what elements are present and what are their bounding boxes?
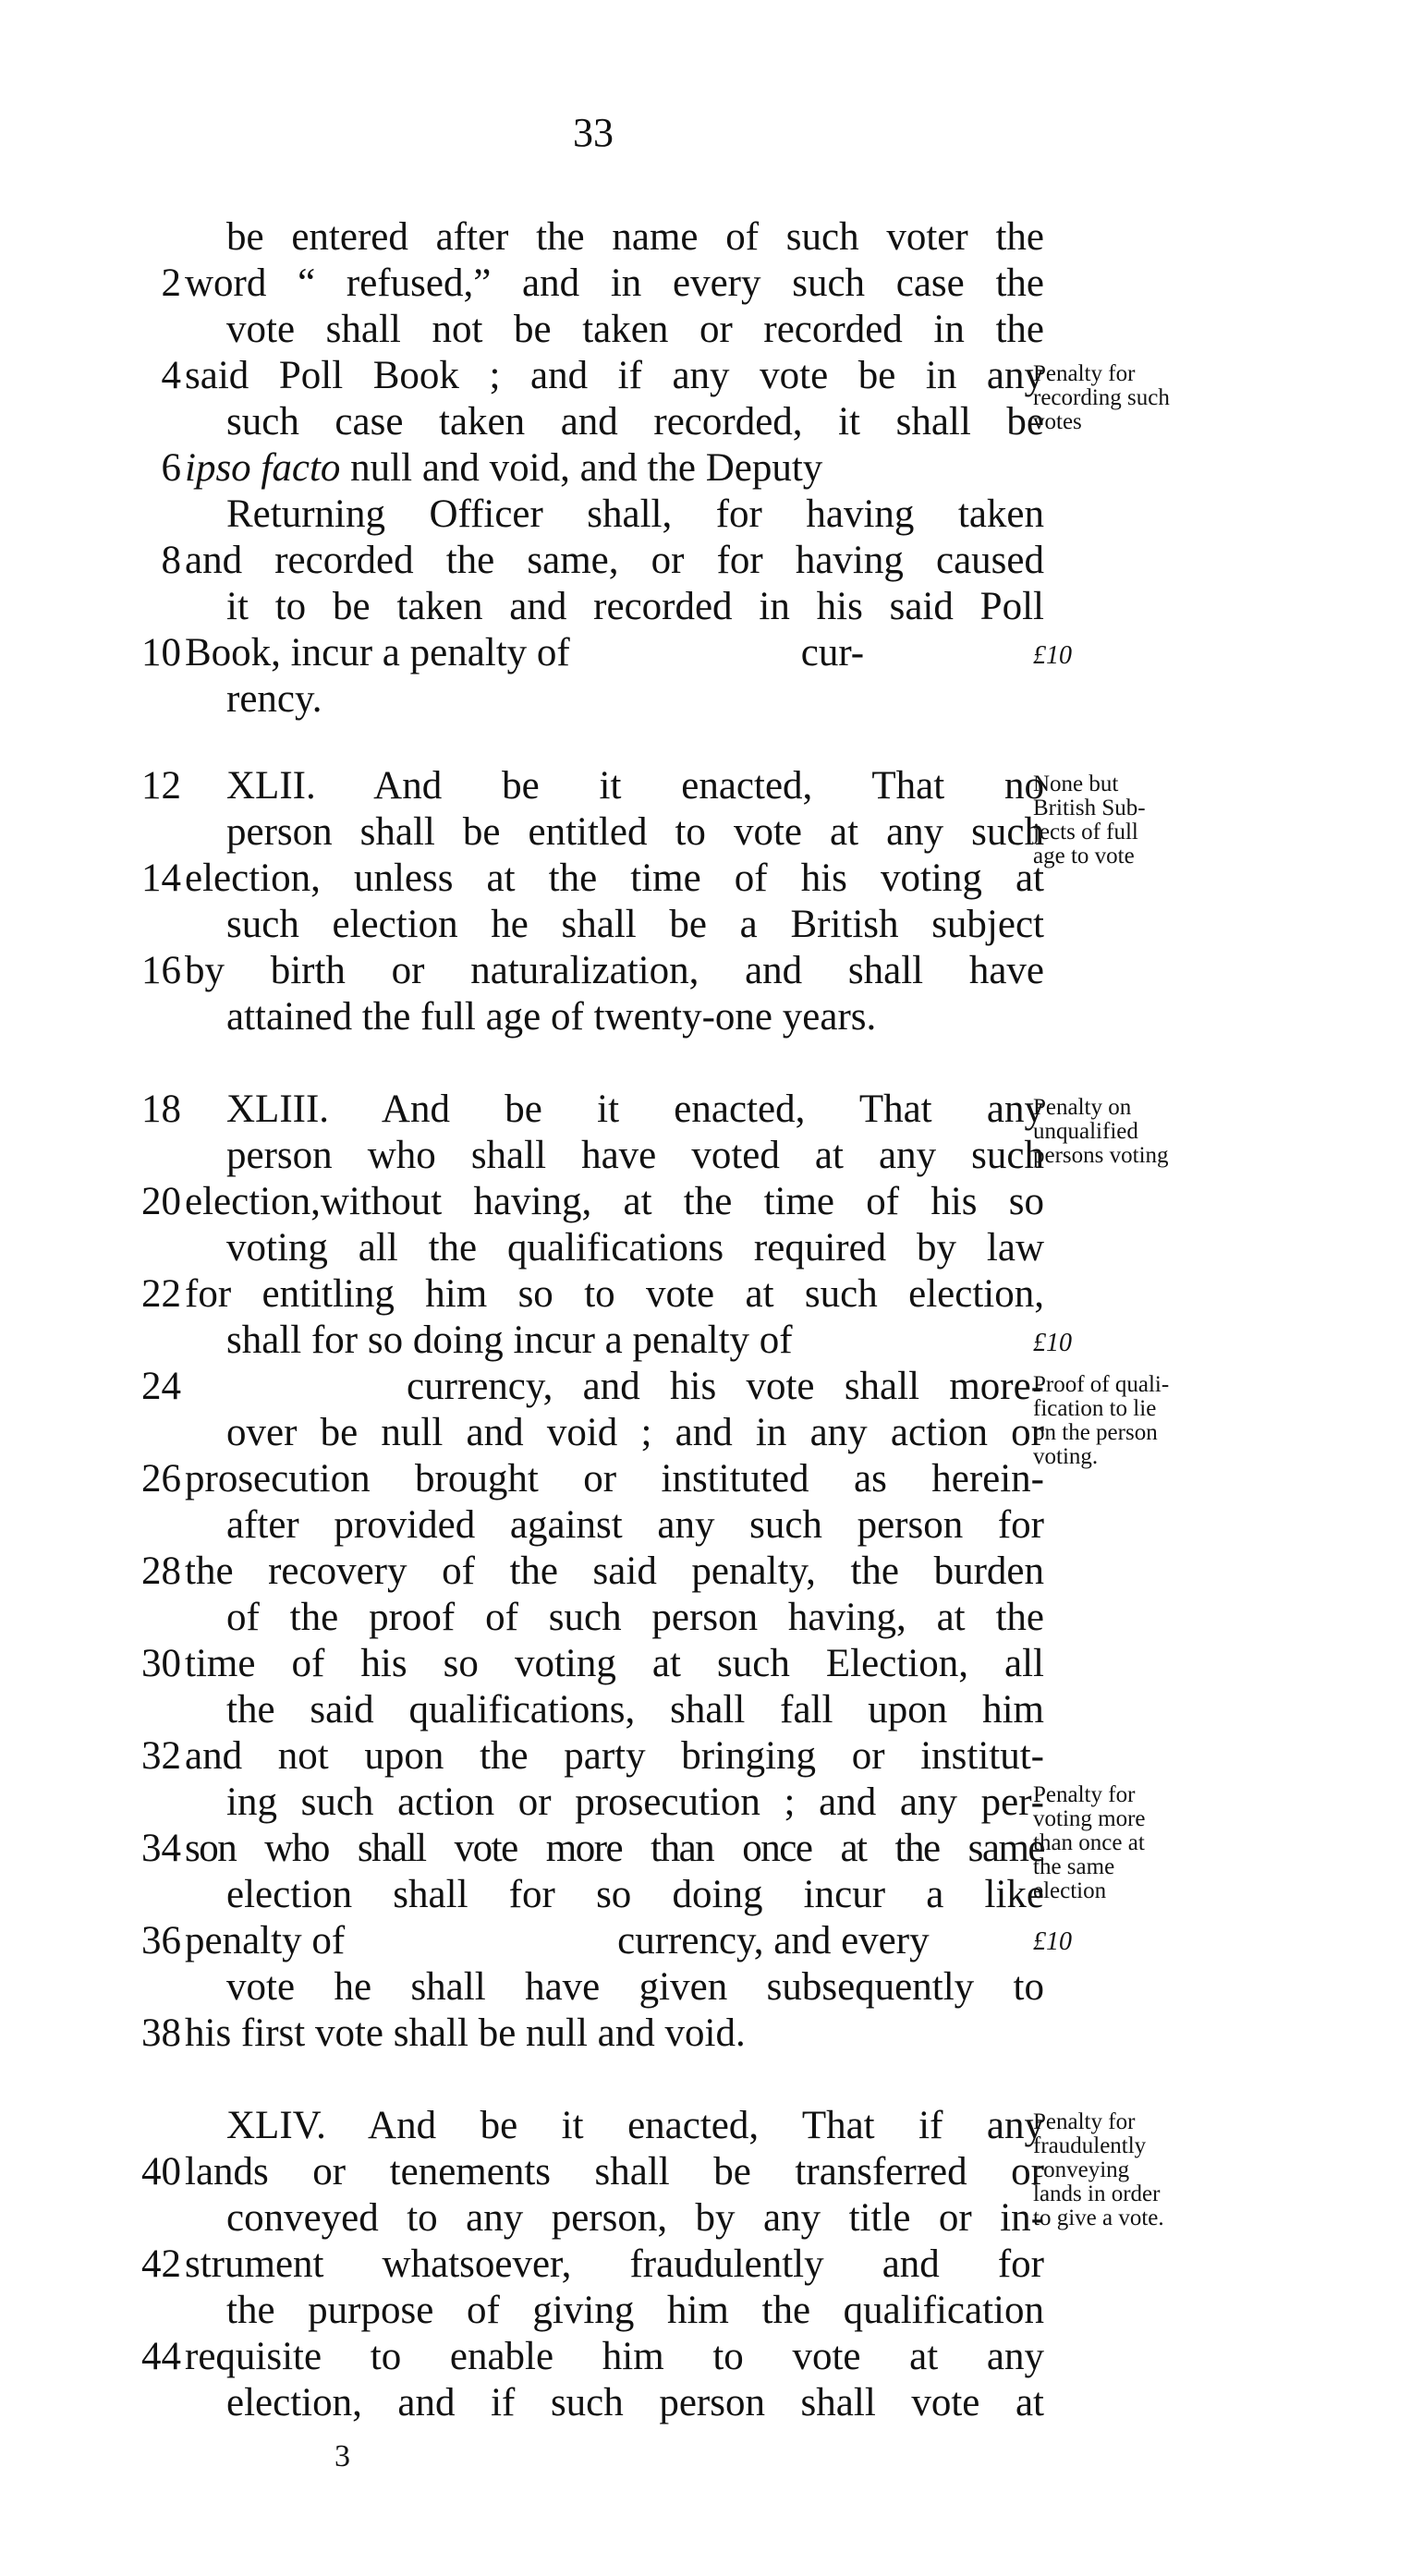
line-number: 34 [141,1827,181,1870]
text-line [120,1780,1044,1826]
text-line [120,1549,1044,1595]
line-number: 20 [141,1180,181,1223]
text-line [120,1502,1044,1549]
line-text-start: penalty of [185,1919,346,1962]
text-line [120,214,1044,261]
text-line [120,1872,1044,1918]
line-text: conveyed to any person, by any title or in- [226,2196,1044,2240]
line-number: 4 [161,354,181,397]
line-text: his first vote shall be null and void. [185,2011,746,2055]
italic-phrase: ipso facto [185,446,341,490]
line-number: 36 [141,1919,181,1962]
line-number: 16 [141,949,181,992]
line-text: after provided against any such person for [226,1503,1044,1547]
signature-mark: 3 [334,2439,350,2473]
line-number: 32 [141,1734,181,1778]
text-line [120,1826,1044,1872]
line-number: 42 [141,2242,181,2286]
marginal-note: Proof of quali- fication to lie on the person voting. [1033,1372,1170,1469]
marginal-note: Penalty for recording such votes [1033,361,1170,434]
text-line [120,1271,1044,1318]
line-text: and recorded the same, or for having caused [185,539,1044,582]
line-number: 10 [141,631,181,674]
line-number: 2 [161,261,181,305]
line-text: word “ refused,” and in every such case the [185,261,1044,305]
text-line [120,307,1044,353]
line-text: voting all the qualifications required by law [226,1226,1044,1270]
line-text-end: currency, and every [617,1919,930,1962]
text-line [120,2242,1044,2288]
text-line [120,353,1044,399]
line-number: 6 [161,446,181,490]
text-line [120,856,1044,902]
line-text: son who shall vote more than once at the same [185,1827,1044,1870]
text-line [120,1595,1044,1641]
line-text: attained the full age of twenty-one years. [226,995,877,1039]
line-text: said Poll Book ; and if any vote be in any [185,354,1044,397]
line-number: 30 [141,1642,181,1685]
text-line [120,399,1044,445]
line-text: election,without having, at the time of his so [185,1180,1044,1223]
line-number: 38 [141,2011,181,2055]
text-line [120,1133,1044,1179]
marginal-amount: £10 [1033,1329,1072,1357]
text-line [120,1964,1044,2011]
text-line [120,763,1044,809]
text-line [120,2103,1044,2149]
line-text: for entitling him so to vote at such election, [185,1272,1044,1316]
line-number: 26 [141,1457,181,1501]
marginal-amount: £10 [1033,1927,1072,1956]
text-line [120,1318,1044,1364]
line-text: Returning Officer shall, for having taken [226,492,1044,536]
line-text: shall for so doing incur a penalty of [226,1318,793,1362]
text-line [120,1456,1044,1502]
line-text [185,1918,1044,1964]
line-text: requisite to enable him to vote at any [185,2335,1044,2378]
text-line [120,676,1044,723]
line-text: XLIII. And be it enacted, That any [226,1088,1044,1131]
marginal-note: Penalty on unqualified persons voting [1033,1095,1169,1168]
line-text: election shall for so doing incur a like [226,1873,1044,1916]
text-line [120,1687,1044,1733]
line-text [185,630,1044,676]
line-number: 28 [141,1549,181,1593]
text-line [120,2288,1044,2334]
line-text: by birth or naturalization, and shall have [185,949,1044,992]
text-line [120,1225,1044,1271]
text-line [120,492,1044,538]
line-text: of the proof of such person having, at the [226,1596,1044,1639]
line-text: lands or tenements shall be transferred or [185,2150,1044,2193]
line-text-rest: null and void, and the Deputy [340,446,823,490]
text-line [120,902,1044,948]
text-line [120,1918,1044,1964]
text-line [120,2149,1044,2195]
text-line [120,948,1044,994]
line-number: 44 [141,2335,181,2378]
line-text: election, unless at the time of his voting at [185,857,1044,900]
line-text: over be null and void ; and in any action or [226,1411,1044,1454]
text-line [120,630,1044,676]
text-line [120,2011,1044,2057]
text-line [120,584,1044,630]
line-number: 40 [141,2150,181,2193]
line-number: 12 [141,764,181,808]
line-text: the said qualifications, shall fall upon him [226,1688,1044,1732]
marginal-note: Penalty for fraudulently conveying lands in order to give a vote. [1033,2109,1164,2230]
text-line [120,994,1044,1040]
marginal-amount: £10 [1033,641,1072,670]
line-text: vote shall not be taken or recorded in the [226,308,1044,351]
line-text [185,445,1044,492]
text-line [120,1410,1044,1456]
line-text-start: Book, incur a penalty of [185,631,570,674]
line-text-end: cur- [800,631,865,674]
line-text: rency. [226,677,322,721]
text-line [120,2380,1044,2426]
line-text: the purpose of giving him the qualification [226,2289,1044,2332]
text-line [120,261,1044,307]
line-text: and not upon the party bringing or institut- [185,1734,1044,1778]
text-line [120,445,1044,492]
line-number: 18 [141,1088,181,1131]
line-text: election, and if such person shall vote at [226,2381,1044,2424]
line-text: prosecution brought or instituted as herein- [185,1457,1044,1501]
text-line [120,1087,1044,1133]
line-text: it to be taken and recorded in his said Poll [226,585,1044,628]
line-text: person who shall have voted at any such [226,1134,1044,1177]
line-text: such case taken and recorded, it shall be [226,400,1044,444]
line-number: 24 [141,1365,181,1408]
line-text: currency, and his vote shall more- [407,1365,1044,1408]
page-number: 33 [573,110,614,155]
line-text: be entered after the name of such voter the [226,215,1044,259]
line-text: the recovery of the said penalty, the burden [185,1549,1044,1593]
text-line [120,809,1044,856]
text-line [120,538,1044,584]
line-number: 14 [141,857,181,900]
line-text: person shall be entitled to vote at any such [226,810,1044,854]
line-text: XLIV. And be it enacted, That if any [226,2104,1044,2147]
text-line [120,1179,1044,1225]
line-number: 8 [161,539,181,582]
line-text: XLII. And be it enacted, That no [226,764,1044,808]
text-line [120,1733,1044,1780]
text-line [120,1641,1044,1687]
text-line [120,1364,1044,1410]
line-number: 22 [141,1272,181,1316]
line-text: vote he shall have given subsequently to [226,1965,1044,2009]
line-text: strument whatsoever, fraudulently and for [185,2242,1044,2286]
line-text: time of his so voting at such Election, all [185,1642,1044,1685]
line-text: ing such action or prosecution ; and any per- [226,1780,1044,1824]
text-line [120,2334,1044,2380]
line-text: such election he shall be a British subject [226,903,1044,946]
marginal-note: Penalty for voting more than once at the same election [1033,1782,1146,1903]
marginal-note: None but British Sub- jects of full age to vote [1033,772,1146,869]
text-line [120,2195,1044,2242]
